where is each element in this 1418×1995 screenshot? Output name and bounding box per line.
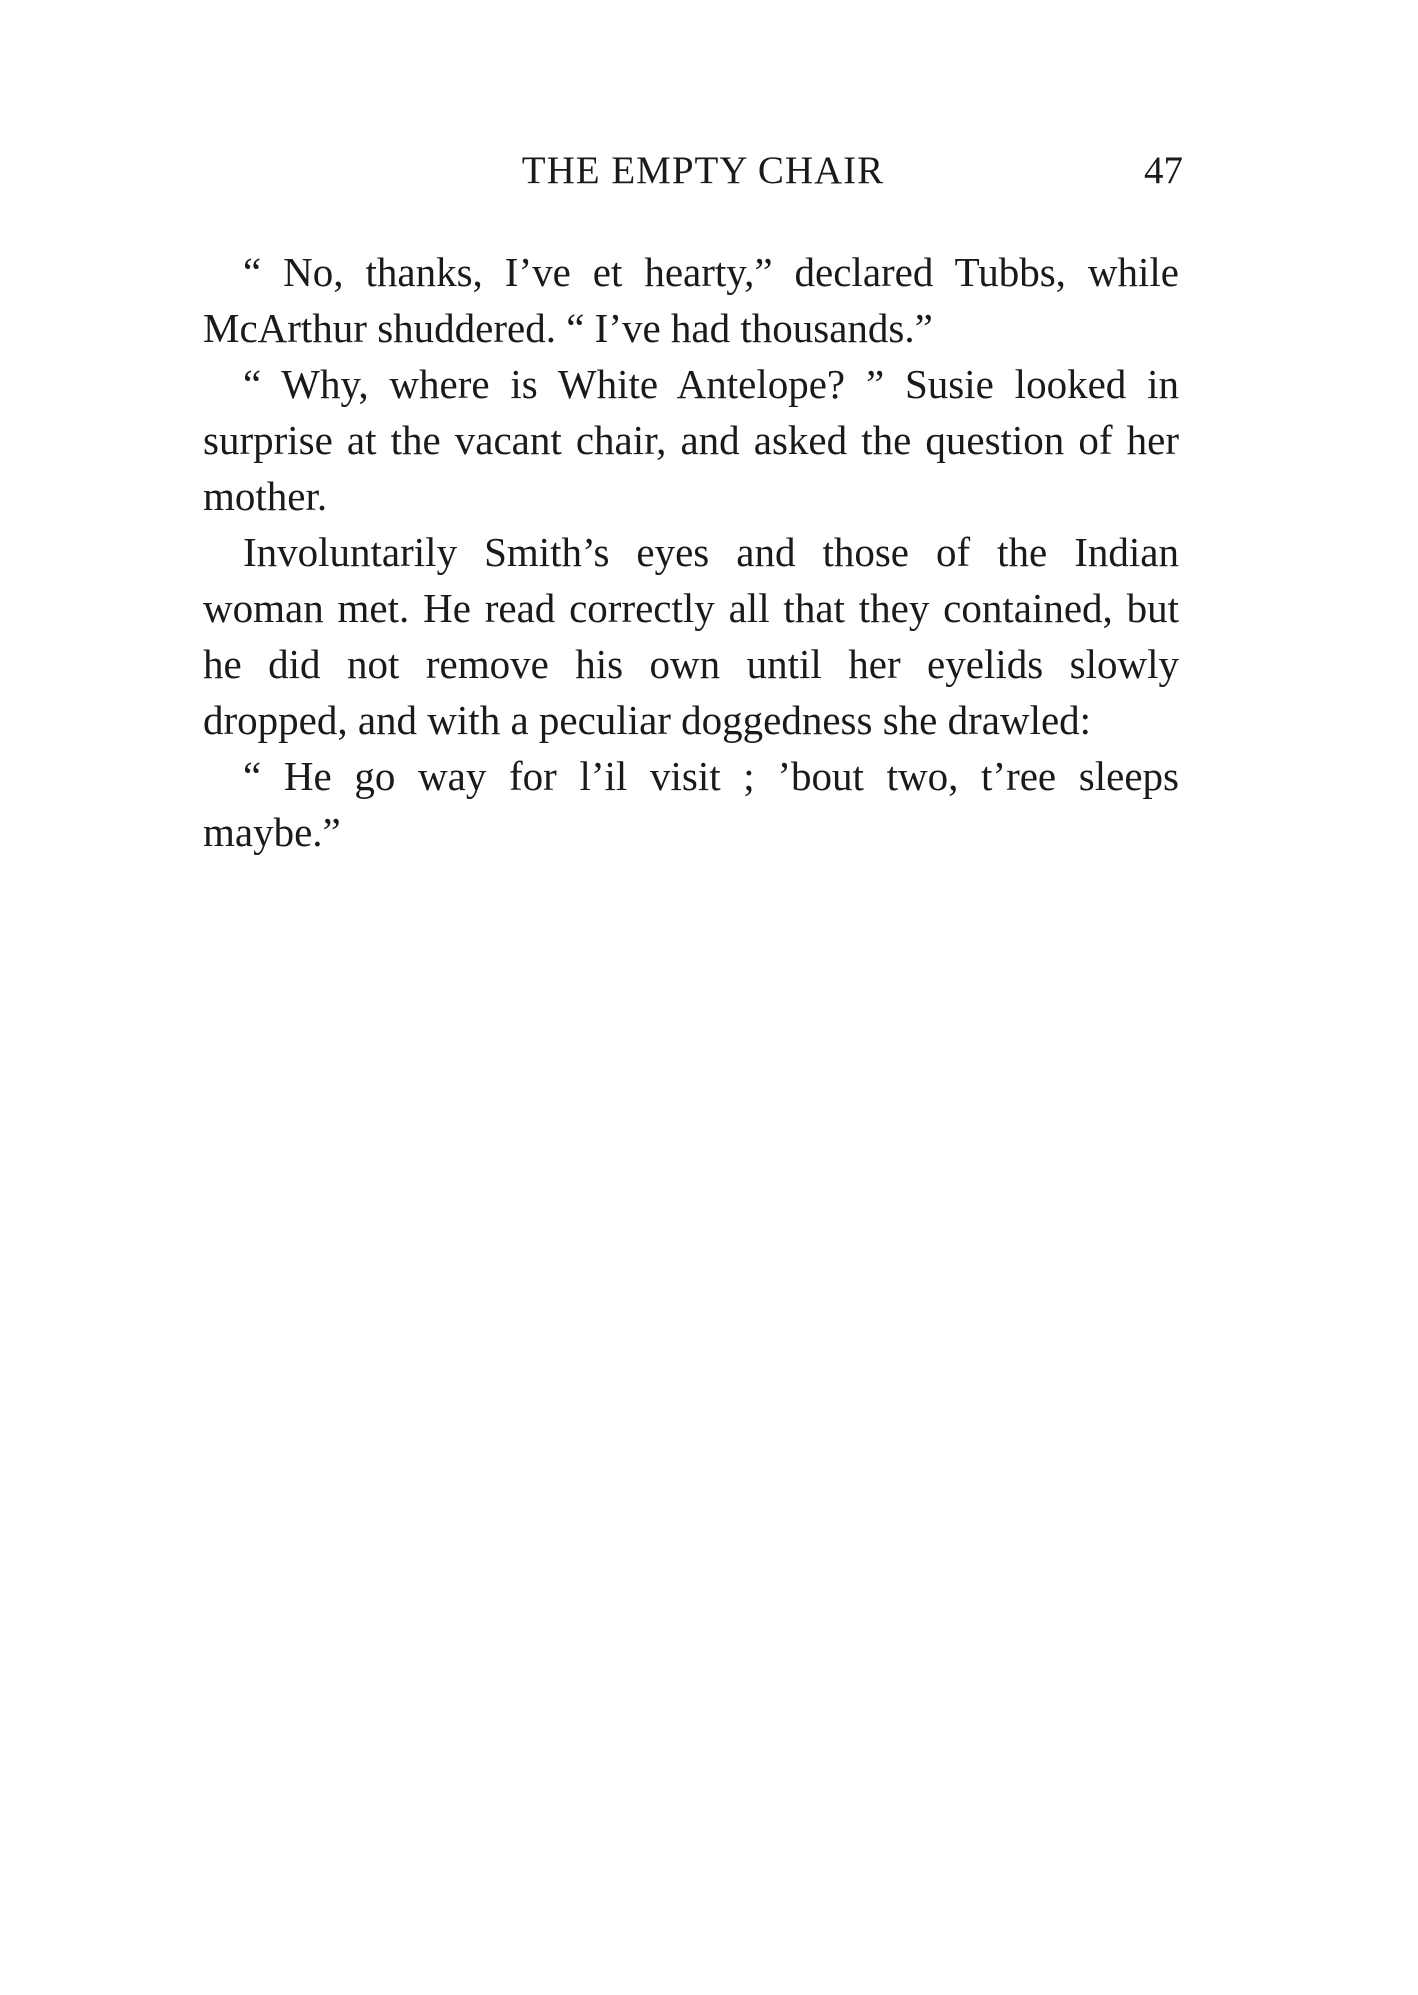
running-title: THE EMPTY CHAIR — [521, 149, 885, 192]
paragraph: Involuntarily Smith’s eyes and those of the Indian woman met. He read correctly all that they contained, but he did not remove his own until her eyelids slowly dropped, and with a peculiar doggedness she drawled: — [203, 529, 1179, 743]
body-text — [203, 244, 1179, 860]
paragraph: “ No, thanks, I’ve et hearty,” declared Tubbs, while McArthur shuddered. “ I’ve had thousands.” — [203, 249, 1179, 351]
paragraph: “ He go way for l’il visit ; ’bout two, t’ree sleeps maybe.” — [203, 753, 1179, 855]
running-head — [203, 146, 1203, 196]
page-number: 47 — [1144, 149, 1183, 192]
paragraph: “ Why, where is White Antelope? ” Susie looked in surprise at the vacant chair, and asked the question of her mother. — [203, 361, 1179, 519]
